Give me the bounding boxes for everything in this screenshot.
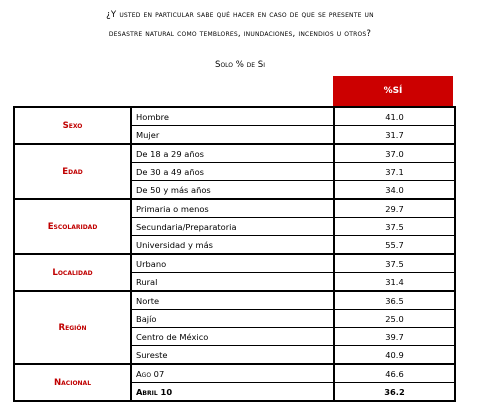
row-value: 36.2 — [334, 383, 455, 402]
table-row — [14, 199, 455, 218]
row-value: 40.9 — [334, 346, 455, 365]
table-row — [14, 107, 455, 126]
row-category: De 50 y más años — [131, 181, 334, 200]
row-category: Mujer — [131, 126, 334, 145]
question-title — [0, 6, 480, 44]
subtitle: Solo % de Si — [214, 60, 266, 70]
table-row — [14, 291, 455, 310]
row-value: 39.7 — [334, 328, 455, 346]
row-category: De 18 a 29 años — [131, 144, 334, 163]
row-value: 29.7 — [334, 199, 455, 218]
row-value: 36.5 — [334, 291, 455, 310]
row-value: 37.5 — [334, 218, 455, 236]
table-row — [14, 144, 455, 163]
percent-yes-header: %SÍ — [333, 76, 453, 106]
row-value: 46.6 — [334, 364, 455, 383]
row-category: Abril 10 — [131, 383, 334, 402]
results-table — [13, 106, 456, 402]
row-value: 37.1 — [334, 163, 455, 181]
group-label-edad: Edad — [14, 144, 131, 199]
table-row — [14, 364, 455, 383]
group-label-sexo: Sexo — [14, 107, 131, 144]
row-value: 31.7 — [334, 126, 455, 145]
row-category: Norte — [131, 291, 334, 310]
row-value: 37.5 — [334, 254, 455, 273]
row-category: De 30 a 49 años — [131, 163, 334, 181]
group-label-escolaridad: Escolaridad — [14, 199, 131, 254]
row-value: 55.7 — [334, 236, 455, 255]
group-label-localidad: Localidad — [14, 254, 131, 291]
row-value: 31.4 — [334, 273, 455, 292]
row-category: Rural — [131, 273, 334, 292]
row-value: 34.0 — [334, 181, 455, 200]
row-category: Centro de México — [131, 328, 334, 346]
question-line-2: desastre natural como temblores, inundaciones, incendios u otros? — [108, 29, 372, 39]
question-line-1: ¿Y usted en particular sabe qué hacer en caso de que se presente un — [106, 10, 374, 20]
group-label-nacional: Nacional — [14, 364, 131, 401]
group-label-region: Región — [14, 291, 131, 364]
row-category: Bajío — [131, 310, 334, 328]
row-value: 41.0 — [334, 107, 455, 126]
row-category: Urbano — [131, 254, 334, 273]
row-value: 37.0 — [334, 144, 455, 163]
row-category: Secundaria/Preparatoria — [131, 218, 334, 236]
row-category: Universidad y más — [131, 236, 334, 255]
row-category: Hombre — [131, 107, 334, 126]
row-value: 25.0 — [334, 310, 455, 328]
table-row — [14, 254, 455, 273]
row-category: Ago 07 — [131, 364, 334, 383]
row-category: Sureste — [131, 346, 334, 365]
row-category: Primaria o menos — [131, 199, 334, 218]
